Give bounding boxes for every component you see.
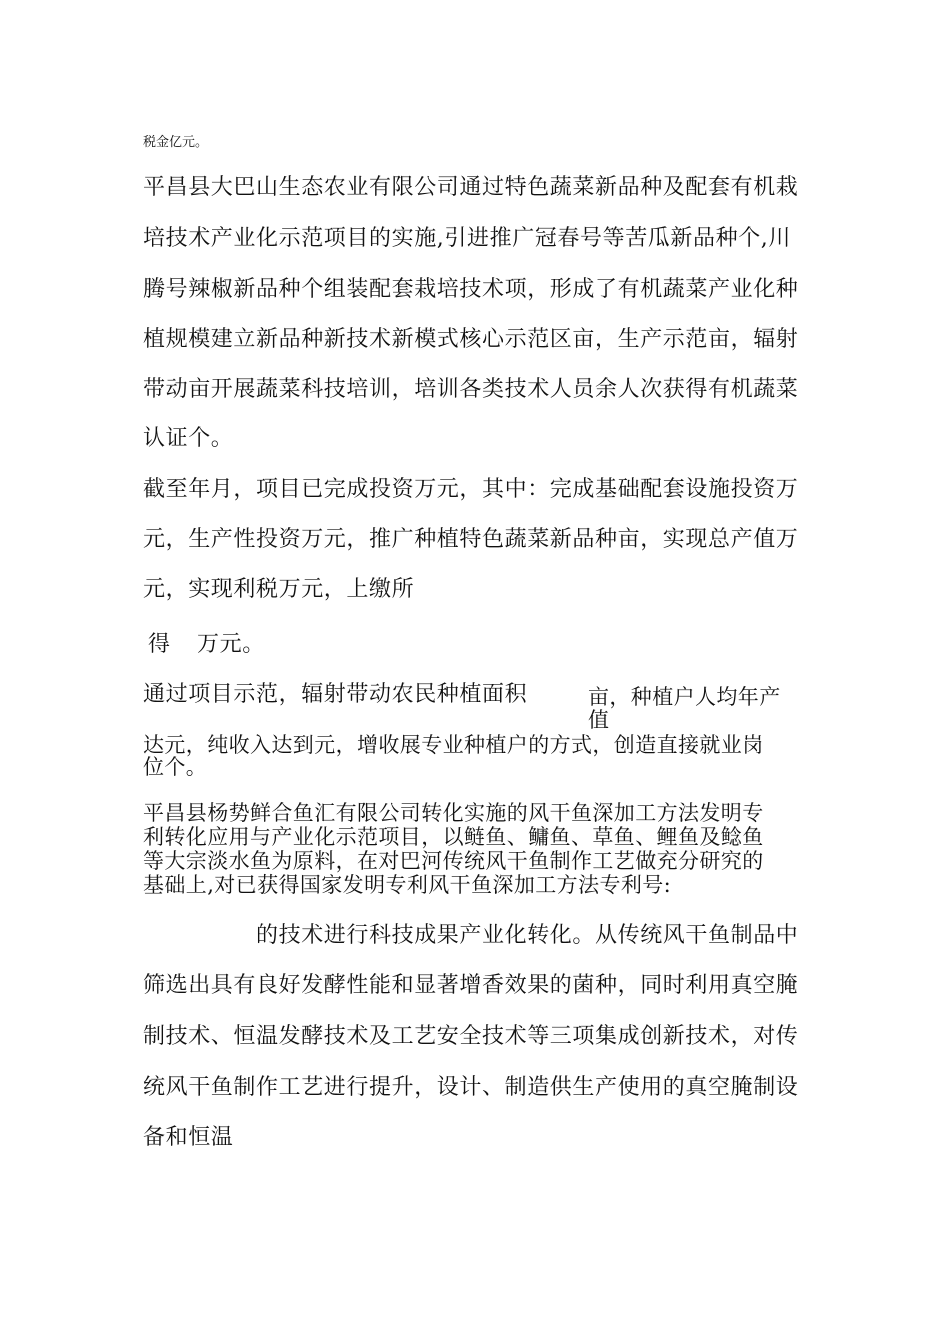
text-line: 基础上,对已获得国家发明专利风干鱼深加工方法专利号: xyxy=(143,873,672,897)
text-line: 截至年月，项目已完成投资万元，其中：完成基础配套设施投资万 xyxy=(143,477,799,502)
text-line: 通过项目示范，辐射带动农民种植面积 xyxy=(143,682,528,707)
text-line: 带动亩开展蔬菜科技培训，培训各类技术人员余人次获得有机蔬菜 xyxy=(143,377,799,402)
text-line: 统风干鱼制作工艺进行提升，设计、制造供生产使用的真空腌制设 xyxy=(143,1075,799,1100)
text-fragment-mu: 亩，种植户人均年产 xyxy=(588,685,781,709)
text-fragment-de: 得 xyxy=(148,632,171,657)
text-line: 腾号辣椒新品种个组装配套栽培技术项，形成了有机蔬菜产业化种 xyxy=(143,277,799,302)
text-line-tax: 税金亿元。 xyxy=(143,135,209,150)
text-line: 备和恒温 xyxy=(143,1125,234,1150)
text-line: 认证个。 xyxy=(143,426,234,451)
text-line: 元，实现利税万元，上缴所 xyxy=(143,577,415,602)
text-line: 的技术进行科技成果产业化转化。从传统风干鱼制品中 xyxy=(256,923,799,948)
text-fragment-wanyuan: 万元。 xyxy=(197,632,265,657)
text-line: 平昌县杨势鲜合鱼汇有限公司转化实施的风干鱼深加工方法发明专 xyxy=(143,801,764,825)
text-line: 位个。 xyxy=(143,755,208,779)
text-line: 制技术、恒温发酵技术及工艺安全技术等三项集成创新技术，对传 xyxy=(143,1024,799,1049)
text-line: 培技术产业化示范项目的实施,引进推广冠春号等苦瓜新品种个,川 xyxy=(143,226,791,251)
text-line: 植规模建立新品种新技术新模式核心示范区亩，生产示范亩，辐射 xyxy=(143,327,799,352)
text-line: 达元，纯收入达到元，增收展专业种植户的方式，创造直接就业岗 xyxy=(143,733,764,757)
text-line: 筛选出具有良好发酵性能和显著增香效果的菌种，同时利用真空腌 xyxy=(143,973,799,998)
text-fragment-zhi: 值 xyxy=(588,708,610,732)
text-line: 平昌县大巴山生态农业有限公司通过特色蔬菜新品种及配套有机栽 xyxy=(143,175,799,200)
text-line: 等大宗淡水鱼为原料，在对巴河传统风干鱼制作工艺做充分研究的 xyxy=(143,849,764,873)
text-line: 元，生产性投资万元，推广种植特色蔬菜新品种亩，实现总产值万 xyxy=(143,527,799,552)
text-line: 利转化应用与产业化示范项目，以鲢鱼、鳙鱼、草鱼、鲤鱼及鲶鱼 xyxy=(143,825,764,849)
